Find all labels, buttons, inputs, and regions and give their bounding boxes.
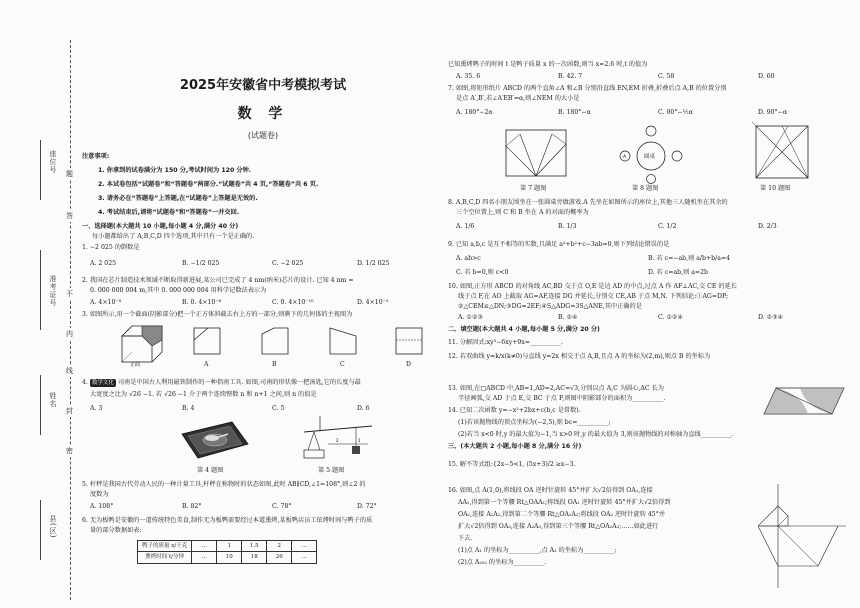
q3-label-a: A [204, 361, 209, 368]
round-table-label: 圆桌 [644, 154, 656, 160]
q4-stem: 4. 数学文化 司南是中国古人利用磁铁制作的一种指南工具. 如图,司南的形状像一把汤匙,它的长度与最 [82, 379, 361, 386]
table-cell: 鸭子的质量 x/千克 [138, 541, 192, 552]
q6-data-table [137, 540, 317, 564]
subject-title: 数 学 [237, 106, 289, 122]
q6-stem-cont: 量的部分数据如表: [90, 527, 142, 534]
q7-stem: 7. 如图,将矩形纸片 ABCD 的两个直角∠A 和∠B 分别沿直线 EN,EM 折叠,折叠后点 A,B 的位置分别 [448, 85, 727, 92]
q6-cont-stem: 已知熏烤鸭子的时间 t 是鸭子质量 x 的一次函数,则当 x=2.6 时,t 的值为 [448, 61, 648, 68]
q16-coordinate-figure [758, 482, 848, 592]
exam-id-label: 准考证号 [49, 275, 57, 307]
q13-stem-cont: 半径画弧,交 AD 于点 E,交 BC 于点 F,则图中阴影部分的面积为__________. [458, 395, 666, 402]
q2-option-c: C. 0. 4×10⁻¹⁰ [272, 299, 314, 306]
culture-tag: 数学文化 [91, 380, 114, 386]
svg-text:2: 2 [336, 438, 339, 443]
q1-option-d: D. 1/2 025 [357, 260, 390, 267]
q10-option-b: B. ②④ [558, 314, 578, 321]
table-cell: 18 [242, 552, 267, 563]
seal-char: 内 [66, 330, 73, 338]
seat-number-label: 座位号 [49, 150, 57, 174]
q10-option-a: A. ①②③ [458, 314, 484, 321]
svg-text:1: 1 [358, 438, 361, 443]
q8-option-d: D. 2/3 [758, 223, 777, 230]
table-cell: … [192, 552, 217, 563]
q10-option-d: D. ②③④ [758, 314, 784, 321]
q7-stem-cont: 是点 A′,B′,若∠A′EB′=α,则∠NEM 的大小是 [456, 95, 580, 102]
q7-option-a: A. 180°−2α [456, 109, 493, 116]
section3-heading: 三、(本大题共 2 小题,每小题 8 分,满分 16 分) [448, 443, 582, 450]
fig8-caption: 第 8 题图 [632, 185, 659, 192]
q4-option-c: C. 5 [272, 405, 285, 412]
q4-stem-text: 司南是中国古人利用磁铁制作的一种指南工具. 如图,司南的形状像一把汤匙,它的长度与最 [117, 379, 361, 386]
seal-char: 题 [66, 170, 73, 178]
q16-stem-cont: 下去. [458, 535, 473, 542]
q8-option-a: A. 1/6 [456, 223, 475, 230]
county-field [40, 500, 41, 560]
note-item: 2. 本试卷包括“试题卷”和“答题卷”两部分.“试题卷”共 4 页,“答题卷”共 6 页. [98, 181, 319, 188]
section1-instruction: 每小题都给出了 A,B,C,D 四个选项,其中只有一个是正确的. [92, 233, 255, 240]
left-column [82, 0, 444, 608]
exam-id-field [40, 250, 41, 330]
table-row [138, 541, 317, 552]
q4-option-a: A. 3 [90, 405, 103, 412]
name-field [40, 375, 41, 435]
q5-option-b: B. 82° [182, 503, 202, 510]
table-cell: … [292, 541, 317, 552]
q3-label-d: D [406, 361, 411, 368]
q8-stem-cont: 三个空位置上,则 C 和 B 坐在 A 的对面的概率为 [456, 209, 589, 216]
steelyard-figure [298, 414, 378, 464]
q14-part2: (2)若当 x<0 时,y 的最大值为−1,当 x>0 时,y 的最大值为 3,则该抛物线的对称轴为直线__________. [458, 431, 734, 438]
seal-char: 封 [66, 407, 73, 415]
q9-option-a: A. ab>c [456, 255, 481, 262]
q5-stem-cont: 度数为 [90, 491, 109, 498]
fig7-caption: 第 7 题图 [520, 185, 547, 192]
fig5-caption: 第 5 题图 [318, 467, 345, 474]
q3-label-c: C [340, 361, 345, 368]
table-cell: … [192, 541, 217, 552]
q10-option-c: C. ①②④ [658, 314, 684, 321]
q7-option-b: B. 180°−α [558, 109, 591, 116]
fig10-caption: 第 10 题图 [760, 185, 791, 192]
q16-stem-cont: OA₂,连接 A₁A₂,得到第二个等腰 Rt△OA₁A₂;将线段 OA₂ 逆时针旋转 45°并 [458, 511, 666, 518]
name-label: 姓名 [49, 392, 57, 408]
q2-option-a: A. 4×10⁻⁸ [90, 299, 122, 306]
seal-char: 密 [66, 447, 73, 455]
q16-stem-cont: 扩大√2倍得到 OA₃,连接 A₂A₃,得到第三个等腰 Rt△OA₂A₃;……如此进行 [458, 523, 659, 530]
right-column [448, 0, 854, 608]
table-cell: 1 [217, 541, 242, 552]
q3-option-c-figure [328, 326, 358, 356]
q1-option-a: A. 2 025 [90, 260, 117, 267]
seat-number-field [40, 140, 41, 200]
q16-stem: 16. 如图,点 A(1,0),将线段 OA 逆时针旋转 45°并扩大√2倍得到 OA₁,连接 [448, 487, 653, 494]
q3-cube-figure [118, 322, 168, 366]
q6-option-c: C. 58 [658, 73, 675, 80]
q6-option-b: B. 42. 7 [558, 73, 583, 80]
q9-option-d: D. 若 c=ab,则 a=2b [648, 269, 709, 276]
seal-char: 线 [66, 367, 73, 375]
table-cell: 1.5 [242, 541, 267, 552]
table-cell: … [292, 552, 317, 563]
q4-stem-cont: 大宽度之比为 √26 −1. 若 √26 −1 介于两个连续整数 n 和 n+1 之间,则 n 的值是 [90, 391, 317, 398]
q6-stem: 6. 无为板鸭是安徽的一道传统特色美食,制作无为板鸭需要经过本道熏烤,某板鸭店员工依烤时间与鸭子的质 [82, 517, 373, 524]
q5-option-d: D. 72° [357, 503, 377, 510]
q15-stem: 15. 解不等式组:{2x−5<1, (5x+3)/2 ≥x−3. [448, 461, 576, 468]
table-cell: 26 [267, 552, 292, 563]
q3-stem: 3. 如图所示,用一个截面(阴影部分)把一个正方体斜截去右上方的一部分,则剩下的几何体的主视图为 [82, 311, 353, 318]
q16-part1: (1)点 A₁ 的坐标为__________,点 A₂ 的坐标为__________; [458, 547, 617, 554]
q1-option-c: C. −2 025 [272, 260, 304, 267]
q2-option-b: B. 0. 4×10⁻⁸ [182, 299, 222, 306]
q12-stem: 12. 若双曲线 y=k/x(k≠0)与直线 y=2x 相交于点 A,B,且点 A 的坐标为(2,m),则点 B 的坐标为 [448, 353, 711, 360]
q16-stem-cont: AA₁,得到第一个等腰 Rt△OAA₁;将线段 OA₁ 逆时针旋转 45°并扩大√2倍得到 [458, 499, 671, 506]
section2-heading: 二、填空题(本大题共 4 小题,每小题 5 分,满分 20 分) [448, 326, 600, 333]
table-cell: 熏烤时间 t/分钟 [138, 552, 192, 563]
fig10-square [748, 120, 814, 184]
q5-option-a: A. 108° [90, 503, 114, 510]
table-cell: 2 [267, 541, 292, 552]
county-label: 县(区) [49, 515, 57, 539]
q10-stem-cont: ②△CEM≌△DN;③DG=2EF;④S△ADG=3S△ANE,其中正确的是 [458, 303, 642, 310]
q2-option-d: D. 4×10⁻⁹ [357, 299, 389, 306]
q14-part1: (1)若该抛物线的顶点坐标为(−2,5),则 bc=__________; [458, 419, 611, 426]
q3-label-b: B [272, 361, 277, 368]
q5-stem: 5. 杆秤是我国古代劳动人民的一种计量工具,杆秤在称物时的状态如图,此时 AB∥CD,∠1=108°,则∠2 的 [82, 481, 366, 488]
q1-stem: 1. −2 025 的倒数是 [82, 244, 140, 251]
q8-option-b: B. 1/3 [558, 223, 577, 230]
q11-stem: 11. 分解因式:xy³−6xy+9x=__________. [448, 339, 563, 346]
q13-stem: 13. 如图,在□ABCD 中,AB=1,AD=2,AC=√3,分别以点 A,C 为圆心,AC 长为 [448, 385, 664, 392]
q5-option-c: C. 78° [272, 503, 292, 510]
exam-title: 2025年安徽省中考模拟考试 [179, 78, 347, 93]
q14-stem: 14. 已知二次函数 y=−x²+2bx+c(b,c 是常数). [448, 407, 581, 414]
q8-option-c: C. 1/2 [658, 223, 677, 230]
fig7-rectangle-fold [500, 124, 572, 182]
q8-stem: 8. A,B,C,D 四名小朋友围坐在一张圆桌旁做游戏.A 先坐在如图所示的座位上,其他三人随机坐在其余的 [448, 199, 728, 206]
note-item: 1. 你拿到的试卷满分为 150 分,考试时间为 120 分钟. [98, 167, 252, 174]
q9-stem: 9. 已知 a,b,c 是互不相等的实数,且满足 a²+b²+c−3ab=0,则下列结论错误的是 [448, 241, 670, 248]
q4-option-d: D. 6 [357, 405, 370, 412]
notes-heading: 注意事项: [82, 153, 110, 160]
q9-option-b: B. 若 c=−ab,则 a/b+b/a=4 [648, 255, 731, 262]
table-row [138, 552, 317, 563]
q6-option-d: D. 60 [758, 73, 775, 80]
q16-part2: (2)点 A₂₀₂ 的坐标为__________. [458, 559, 547, 566]
sinan-compass-figure [172, 414, 252, 462]
section1-heading: 一、选择题(本大题共 10 小题,每小题 4 分,满分 40 分) [82, 223, 239, 230]
q3-option-b-figure [260, 326, 290, 356]
table-cell: 10 [217, 552, 242, 563]
binding-margin [0, 0, 78, 608]
q3-option-d-figure [394, 326, 424, 356]
q6-option-a: A. 35. 6 [456, 73, 481, 80]
fig4-caption: 第 4 题图 [197, 467, 224, 474]
q1-option-b: B. −1/2 025 [182, 260, 220, 267]
q10-stem: 10. 如图,正方形 ABCD 的对角线 AC,BD 交于点 O,E 是边 AD 的中点,过点 A 作 AF⊥AC,交 CE 的延长 [448, 283, 737, 290]
q3-option-a-figure [192, 326, 222, 356]
seal-line [70, 40, 71, 600]
note-item: 3. 请务必在“答题卷”上答题,在“试题卷”上答题是无效的. [98, 195, 258, 202]
seal-char: 答 [66, 212, 73, 220]
q10-stem-cont: 线于点 F,在 AO 上截取 AG=AF,连接 DG 并延长,分别交 CE,AB 于点 M,N. 下列结论:①AG=DP; [458, 293, 729, 300]
svg-text:A: A [623, 155, 627, 160]
note-item: 4. 考试结束后,请将“试题卷”和“答题卷”一并交回. [98, 209, 240, 216]
q7-option-d: D. 90°−α [758, 109, 788, 116]
q3-front-label: 正面 [130, 362, 141, 368]
q4-option-b: B. 4 [182, 405, 195, 412]
volume-label: (试题卷) [247, 131, 279, 140]
q2-stem-cont: 0. 000 000 004 m,其中 0. 000 000 004 用科学记数法表示为 [90, 287, 267, 294]
seal-char: 不 [66, 290, 73, 298]
q7-option-c: C. 90°−½α [658, 109, 693, 116]
q9-option-c: C. 若 b=0,则 c<0 [456, 269, 509, 276]
q2-stem: 2. 我国在芯片制造技术领域不断取得新进展,某公司已完成了 4 nm(纳米)芯片的设计. 已知 4 nm = [82, 277, 354, 284]
